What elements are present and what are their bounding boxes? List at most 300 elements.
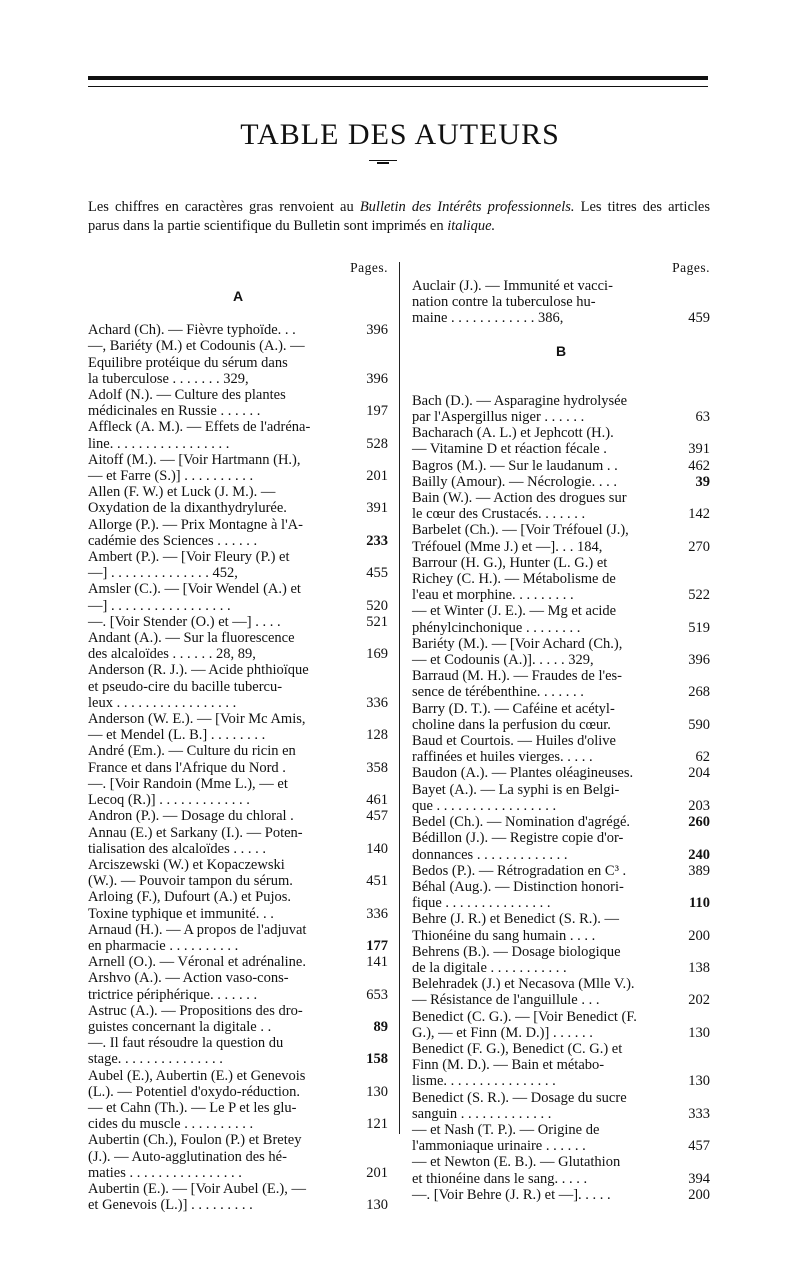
- entry-page-number: 396: [366, 322, 388, 339]
- entry-line: [412, 1089, 710, 1106]
- entry-text: —. [Voir Stender (O.) et —] . . . .: [88, 613, 281, 630]
- entry-text: des alcaloïdes . . . . . . 28, 89,: [88, 646, 260, 663]
- index-entry: [412, 765, 710, 781]
- entry-text: —. Il faut résoudre la question du: [88, 1035, 284, 1052]
- entry-line: [412, 814, 710, 831]
- entry-line: [88, 824, 388, 841]
- entry-text: Bailly (Amour). — Nécrologie. . . .: [412, 473, 617, 490]
- entry-page-number: 233: [366, 532, 388, 549]
- entry-page-number: 268: [688, 684, 710, 701]
- entry-text: — et Farre (S.)] . . . . . . . . . .: [88, 468, 254, 485]
- entry-line: [412, 1170, 710, 1187]
- entry-line: [412, 959, 710, 976]
- entry-line: [88, 1067, 388, 1084]
- entry-line: [88, 662, 388, 679]
- section-letter-b: B: [555, 342, 567, 359]
- index-entry: [412, 814, 710, 830]
- entry-line: [412, 1040, 710, 1057]
- index-entry: [412, 830, 710, 862]
- entry-page-number: 141: [366, 954, 388, 971]
- entry-page-number: 394: [688, 1170, 710, 1187]
- entry-line: [88, 678, 388, 695]
- entry-line: [412, 635, 710, 652]
- intro-text-1: Les chiffres en caractères gras renvoient au: [88, 199, 360, 215]
- top-rule-thick: [88, 76, 708, 80]
- entry-line: [88, 354, 388, 371]
- entry-line: [88, 743, 388, 760]
- entry-text: (L.). — Potentiel d'oxydo-réduction.: [88, 1083, 301, 1100]
- entry-text: sence de térébenthine. . . . . . .: [412, 684, 584, 701]
- entry-text: l'eau et morphine. . . . . . . . .: [412, 587, 574, 604]
- entry-page-number: 201: [366, 468, 388, 485]
- entry-text: France et dans l'Afrique du Nord .: [88, 759, 286, 776]
- entry-line: [88, 597, 388, 614]
- entry-line: [88, 370, 388, 387]
- entry-text: Barrour (H. G.), Hunter (L. G.) et: [412, 554, 608, 571]
- entry-text: Behrens (B.). — Dosage biologique: [412, 943, 621, 960]
- index-entry: [88, 452, 388, 484]
- section-letter-a: A: [232, 288, 244, 304]
- index-entry: [412, 911, 710, 943]
- entry-text: cadémie des Sciences . . . . . .: [88, 532, 258, 549]
- entry-page-number: 63: [695, 409, 710, 426]
- entry-page-number: 457: [366, 808, 388, 825]
- entry-page-number: 128: [366, 727, 388, 744]
- right-column: [412, 260, 710, 1203]
- entry-text: fique . . . . . . . . . . . . . . .: [412, 895, 551, 912]
- entry-page-number: 169: [366, 646, 388, 663]
- entry-line: [88, 856, 388, 873]
- entry-page-number: 142: [688, 506, 710, 523]
- left-column: [88, 260, 388, 1213]
- entry-line: [88, 322, 388, 339]
- index-entry: [88, 1003, 388, 1035]
- entry-line: [412, 765, 710, 782]
- entry-page-number: 461: [366, 792, 388, 809]
- pages-header-left: Pages.: [350, 260, 388, 275]
- entry-line: [88, 1132, 388, 1149]
- entry-text: Aubertin (E.). — [Voir Aubel (E.), —: [88, 1180, 306, 1197]
- entry-page-number: 121: [366, 1116, 388, 1133]
- index-entry: [412, 1187, 710, 1203]
- entry-text: Bedel (Ch.). — Nomination d'agrégé.: [412, 814, 631, 831]
- pages-header-right: Pages.: [672, 260, 710, 275]
- entry-text: que . . . . . . . . . . . . . . . . .: [412, 797, 557, 814]
- entry-text: le cœur des Crustacés. . . . . . .: [412, 506, 586, 523]
- entry-text: Bacharach (A. L.) et Jephcott (H.).: [412, 425, 614, 442]
- entry-text: André (Em.). — Culture du ricin en: [88, 743, 296, 760]
- index-entry: [88, 954, 388, 970]
- entry-line: [412, 1024, 710, 1041]
- entry-line: [88, 532, 388, 549]
- entry-text: donnances . . . . . . . . . . . . .: [412, 846, 568, 863]
- entry-text: Arnaud (H.). — A propos de l'adjuvat: [88, 921, 307, 938]
- entry-text: la tuberculose . . . . . . . 329,: [88, 370, 253, 387]
- entry-line: [88, 435, 388, 452]
- entry-line: [412, 830, 710, 847]
- entry-page-number: 336: [366, 694, 388, 711]
- entry-page-number: 590: [688, 716, 710, 733]
- intro-italic-word: italique.: [447, 218, 496, 234]
- entry-text: médicinales en Russie . . . . . .: [88, 403, 261, 420]
- entry-text: Toxine typhique et immunité. . .: [88, 905, 274, 922]
- index-entry: [88, 630, 388, 662]
- entry-list-left: [88, 322, 388, 1213]
- entry-text: —] . . . . . . . . . . . . . . 452,: [88, 565, 242, 582]
- entry-line: [88, 500, 388, 517]
- entry-line: [88, 889, 388, 906]
- entry-text: Astruc (A.). — Propositions des dro-: [88, 1002, 303, 1019]
- entry-line: [412, 587, 710, 604]
- entry-page-number: 358: [366, 759, 388, 776]
- index-entry: [88, 387, 388, 419]
- entry-line: [412, 733, 710, 750]
- intro-text-2: Les titres des articles parus dans la partie scientifique du Bulletin sont imprimés en: [88, 199, 710, 234]
- entry-list-right: [412, 393, 710, 1203]
- entry-page-number: 333: [688, 1105, 710, 1122]
- entry-text: Auclair (J.). — Immunité et vacci-: [412, 278, 613, 294]
- entry-page-number: 177: [366, 937, 388, 954]
- index-entry: [412, 782, 710, 814]
- entry-line: [412, 473, 710, 490]
- entry-line: [88, 1116, 388, 1133]
- index-entry: [88, 922, 388, 954]
- entry-text: Arciszewski (W.) et Kopaczewski: [88, 856, 285, 873]
- entry-line: [412, 749, 710, 766]
- entry-line: [88, 1035, 388, 1052]
- entry-text: Annau (E.) et Sarkany (I.). — Poten-: [88, 824, 303, 841]
- entry-line: [88, 1051, 388, 1068]
- entry-page-number: 130: [688, 1024, 710, 1041]
- entry-text: Arshvo (A.). — Action vaso-cons-: [88, 970, 289, 987]
- index-entry: [412, 1090, 710, 1122]
- entry-text: tialisation des alcaloïdes . . . . .: [88, 840, 266, 857]
- index-entry: [412, 458, 710, 474]
- entry-text: Benedict (C. G.). — [Voir Benedict (F.: [412, 1008, 637, 1025]
- entry-text: —. [Voir Behre (J. R.) et —]. . . . .: [412, 1186, 611, 1203]
- entry-page-number: 389: [688, 862, 710, 879]
- entry-page-number: 396: [688, 652, 710, 669]
- entry-line: [88, 484, 388, 501]
- entry-text: Benedict (S. R.). — Dosage du sucre: [412, 1089, 627, 1106]
- entry-line: [412, 554, 710, 571]
- entry-line: [412, 668, 710, 685]
- entry-page-number: 653: [366, 986, 388, 1003]
- entry-text: Achard (Ch). — Fièvre typhoïde. . .: [88, 322, 300, 339]
- entry-text: cides du muscle . . . . . . . . . .: [88, 1116, 254, 1133]
- entry-page-number: 140: [366, 840, 388, 857]
- entry-line: [412, 992, 710, 1009]
- entry-text: line. . . . . . . . . . . . . . . . .: [88, 435, 230, 452]
- entry-page-number: 62: [695, 749, 710, 766]
- entry-line: [88, 1083, 388, 1100]
- entry-text: — Résistance de l'anguillule . . .: [412, 992, 600, 1009]
- entry-page-number: 396: [366, 370, 388, 387]
- entry-line: [412, 425, 710, 442]
- entry-text: —. [Voir Randoin (Mme L.), — et: [88, 775, 288, 792]
- entry-line: [88, 711, 388, 728]
- index-entry: [88, 1132, 388, 1181]
- entry-line: [412, 409, 710, 426]
- entry-line: [412, 1057, 710, 1074]
- entry-line: [412, 538, 710, 555]
- entry-text: stage. . . . . . . . . . . . . . .: [88, 1051, 223, 1068]
- entry-line: [88, 451, 388, 468]
- entry-page-number: 462: [688, 457, 710, 474]
- entry-text: Richey (C. H.). — Métabolisme de: [412, 571, 616, 588]
- entry-text: Bédillon (J.). — Registre copie d'or-: [412, 830, 624, 847]
- entry-text: — Vitamine D et réaction fécale .: [412, 441, 607, 458]
- index-entry: [88, 711, 388, 743]
- entry-line: [88, 694, 388, 711]
- entry-page-number: 158: [366, 1051, 388, 1068]
- index-entry: [412, 668, 710, 700]
- entry-text: et Genevois (L.)] . . . . . . . . .: [88, 1197, 253, 1214]
- entry-text: Andron (P.). — Dosage du chloral .: [88, 808, 294, 825]
- entry-page-number: 197: [366, 403, 388, 420]
- entry-page-number: 451: [366, 873, 388, 890]
- entry-line: [88, 613, 388, 630]
- entry-page-number: 200: [688, 1186, 710, 1203]
- entry-page-number: 130: [688, 1073, 710, 1090]
- entry-line: [88, 873, 388, 890]
- entry-text: choline dans la perfusion du cœur.: [412, 716, 611, 733]
- entry-line: [88, 1197, 388, 1214]
- entry-page-number: 391: [688, 441, 710, 458]
- entry-page-number: 202: [688, 992, 710, 1009]
- entry-page-number: 130: [366, 1083, 388, 1100]
- index-entry: [412, 474, 710, 490]
- entry-line: [412, 652, 710, 669]
- entry-line: [412, 506, 710, 523]
- index-entry: [88, 581, 388, 613]
- index-entry: [412, 879, 710, 911]
- entry-text: — et Newton (E. B.). — Glutathion: [412, 1154, 621, 1171]
- entry-line: [412, 457, 710, 474]
- entry-page-number: 240: [688, 846, 710, 863]
- entry-text: Bain (W.). — Action des drogues sur: [412, 490, 627, 507]
- entry-page-number: 110: [689, 895, 710, 912]
- index-entry: [88, 614, 388, 630]
- entry-page-number: 204: [688, 765, 710, 782]
- entry-line: [412, 522, 710, 539]
- entry-line: [412, 797, 710, 814]
- entry-page-number: 520: [366, 597, 388, 614]
- entry-line: [88, 921, 388, 938]
- index-entry: [412, 1009, 710, 1041]
- title-ornament: [369, 160, 397, 161]
- entry-line: [412, 1186, 710, 1203]
- index-entry: [88, 970, 388, 1002]
- entry-text: Andant (A.). — Sur la fluorescence: [88, 630, 295, 647]
- entry-text: Ambert (P.). — [Voir Fleury (P.) et: [88, 549, 290, 566]
- entry-text: Baudon (A.). — Plantes oléagineuses.: [412, 765, 634, 782]
- entry-line: [88, 1180, 388, 1197]
- index-entry: [88, 825, 388, 857]
- index-entry: [412, 863, 710, 879]
- entry-line: [412, 684, 710, 701]
- entry-text: raffinées et huiles vierges. . . . .: [412, 749, 593, 766]
- entry-text: Equilibre protéique du sérum dans: [88, 354, 288, 371]
- entry-text: maine . . . . . . . . . . . . 386,: [412, 310, 568, 327]
- entry-text: Arnell (O.). — Véronal et adrénaline.: [88, 954, 306, 971]
- entry-text: Barraud (M. H.). — Fraudes de l'es-: [412, 668, 622, 685]
- entry-text: Arloing (F.), Dufourt (A.) et Pujos.: [88, 889, 292, 906]
- index-entry: [88, 517, 388, 549]
- index-entry: [88, 743, 388, 775]
- index-entry: [88, 776, 388, 808]
- entry-page-number: 528: [366, 435, 388, 452]
- entry-page-number: 521: [366, 613, 388, 630]
- entry-text: sanguin . . . . . . . . . . . . .: [412, 1105, 552, 1122]
- entry-text: trictrice périphérique. . . . . . .: [88, 986, 258, 1003]
- column-divider: [399, 262, 400, 1134]
- index-entry: [88, 1100, 388, 1132]
- entry-line: [88, 1099, 388, 1116]
- entry-line: [412, 310, 710, 327]
- entry-text: lisme. . . . . . . . . . . . . . . .: [412, 1073, 556, 1090]
- entry-text: Barbelet (Ch.). — [Voir Tréfouel (J.),: [412, 522, 629, 539]
- entry-text: — et Cahn (Th.). — Le P et les glu-: [88, 1099, 297, 1116]
- entry-line: [88, 775, 388, 792]
- entry-page-number: 138: [688, 959, 710, 976]
- entry-line: [412, 490, 710, 507]
- intro-bulletin-title: Bulletin des Intérêts professionnels.: [359, 199, 575, 215]
- entry-line: [412, 392, 710, 409]
- entry-text: — et Mendel (L. B.] . . . . . . . .: [88, 727, 266, 744]
- page-title: TABLE DES AUTEURS: [240, 118, 560, 151]
- entry-line: [88, 468, 388, 485]
- entry-text: phénylcinchonique . . . . . . . .: [412, 619, 581, 636]
- index-entry: [412, 555, 710, 604]
- entry-line: [412, 911, 710, 928]
- entry-text: Barry (D. T.). — Caféine et acétyl-: [412, 700, 615, 717]
- entry-page-number: 519: [688, 619, 710, 636]
- entry-line: [412, 1121, 710, 1138]
- entry-line: [88, 727, 388, 744]
- index-entry: [88, 419, 388, 451]
- entry-text: Behre (J. R.) et Benedict (S. R.). —: [412, 911, 619, 928]
- entry-text: et pseudo-cire du bacille tubercu-: [88, 678, 283, 695]
- entry-line: [88, 403, 388, 420]
- entry-text: Benedict (F. G.), Benedict (C. G.) et: [412, 1040, 623, 1057]
- entry-line: [88, 1002, 388, 1019]
- index-entry: [412, 490, 710, 522]
- entry-page-number: 522: [688, 587, 710, 604]
- entry-list-right-top: [412, 278, 710, 327]
- entry-line: [88, 630, 388, 647]
- entry-line: [88, 646, 388, 663]
- entry-page-number: 270: [688, 538, 710, 555]
- entry-line: [88, 937, 388, 954]
- entry-page-number: 457: [688, 1138, 710, 1155]
- index-entry: [412, 701, 710, 733]
- entry-text: l'ammoniaque urinaire . . . . . .: [412, 1138, 586, 1155]
- entry-text: Bayet (A.). — La syphi is en Belgi-: [412, 781, 620, 798]
- index-entry: [88, 549, 388, 581]
- entry-text: nation contre la tuberculose hu-: [412, 294, 596, 311]
- entry-text: — et Nash (T. P.). — Origine de: [412, 1121, 600, 1138]
- entry-line: [412, 846, 710, 863]
- index-entry: [88, 1068, 388, 1100]
- entry-line: [88, 1164, 388, 1181]
- entry-line: [412, 294, 710, 311]
- entry-line: [412, 895, 710, 912]
- entry-line: [412, 1105, 710, 1122]
- index-entry: [88, 322, 388, 387]
- entry-page-number: 260: [688, 814, 710, 831]
- entry-line: [88, 792, 388, 809]
- entry-text: et thionéine dans le sang. . . . .: [412, 1170, 588, 1187]
- entry-page-number: 39: [695, 473, 710, 490]
- entry-line: [88, 808, 388, 825]
- entry-text: Bach (D.). — Asparagine hydrolysée: [412, 392, 628, 409]
- entry-page-number: 200: [688, 927, 710, 944]
- index-entry: [412, 1154, 710, 1186]
- entry-line: [412, 781, 710, 798]
- index-entry: [412, 1041, 710, 1090]
- index-entry: [412, 603, 710, 635]
- entry-text: Baud et Courtois. — Huiles d'olive: [412, 733, 616, 750]
- entry-line: [412, 716, 710, 733]
- entry-line: [412, 927, 710, 944]
- entry-line: [88, 516, 388, 533]
- index-entry: [88, 484, 388, 516]
- index-entry: [412, 522, 710, 554]
- entry-line: [412, 571, 710, 588]
- index-entry: [88, 1181, 388, 1213]
- index-entry: [88, 857, 388, 889]
- entry-text: Anderson (R. J.). — Acide phthioïque: [88, 662, 309, 679]
- entry-page-number: 455: [366, 565, 388, 582]
- entry-line: [412, 862, 710, 879]
- entry-text: Aubertin (Ch.), Foulon (P.) et Bretey: [88, 1132, 302, 1149]
- entry-page-number: 130: [366, 1197, 388, 1214]
- index-entry: [88, 662, 388, 711]
- entry-line: [88, 419, 388, 436]
- entry-line: [88, 565, 388, 582]
- entry-text: leux . . . . . . . . . . . . . . . . .: [88, 694, 237, 711]
- entry-text: Bedos (P.). — Rétrogradation en C³ .: [412, 862, 627, 879]
- entry-text: guistes concernant la digitale . .: [88, 1018, 272, 1035]
- entry-text: de la digitale . . . . . . . . . . .: [412, 959, 567, 976]
- index-entry: [412, 636, 710, 668]
- entry-page-number: 201: [366, 1164, 388, 1181]
- entry-line: [412, 278, 710, 294]
- entry-line: [412, 1073, 710, 1090]
- entry-text: Affleck (A. M.). — Effets de l'adréna-: [88, 419, 311, 436]
- entry-text: en pharmacie . . . . . . . . . .: [88, 937, 239, 954]
- index-entry: [412, 944, 710, 976]
- entry-text: Finn (M. D.). — Bain et métabo-: [412, 1057, 605, 1074]
- entry-line: [412, 1138, 710, 1155]
- entry-line: [88, 338, 388, 355]
- entry-line: [88, 1018, 388, 1035]
- entry-text: Anderson (W. E.). — [Voir Mc Amis,: [88, 711, 306, 728]
- entry-line: [88, 986, 388, 1003]
- index-entry: [412, 425, 710, 457]
- entry-text: Bariéty (M.). — [Voir Achard (Ch.),: [412, 635, 623, 652]
- entry-page-number: 336: [366, 905, 388, 922]
- entry-text: Allorge (P.). — Prix Montagne à l'A-: [88, 516, 303, 533]
- entry-text: par l'Aspergillus niger . . . . . .: [412, 409, 585, 426]
- entry-page-number: 203: [688, 797, 710, 814]
- entry-text: Amsler (C.). — [Voir Wendel (A.) et: [88, 581, 301, 598]
- index-entry: [412, 1122, 710, 1154]
- entry-text: Thionéine du sang humain . . . .: [412, 927, 596, 944]
- entry-text: Aitoff (M.). — [Voir Hartmann (H.),: [88, 451, 301, 468]
- entry-line: [412, 1154, 710, 1171]
